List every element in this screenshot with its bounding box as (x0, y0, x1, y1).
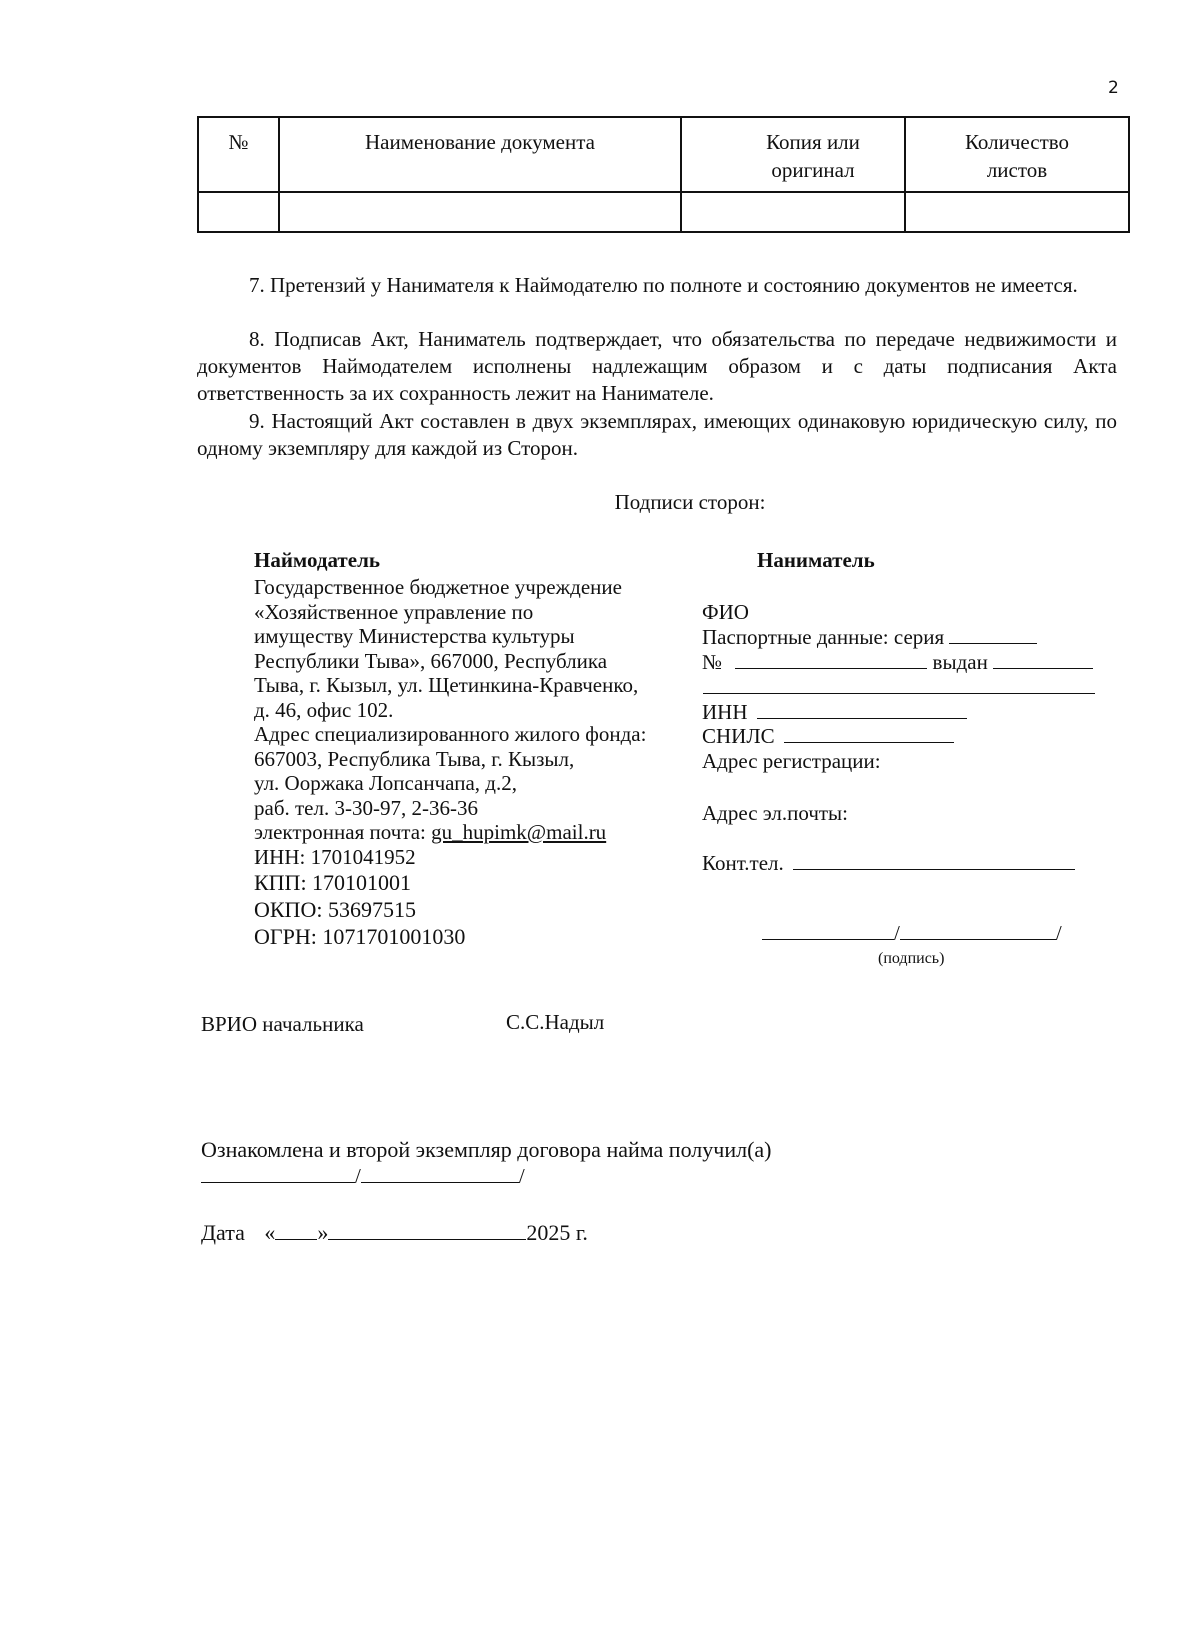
tenant-snils-label: СНИЛС (702, 724, 775, 748)
date-day-blank[interactable] (275, 1221, 317, 1240)
table-header-text: Копия или оригинал (766, 130, 860, 182)
table-header-cell: Наименование документа (279, 117, 681, 192)
signature-caption: (подпись) (878, 950, 945, 967)
landlord-line: «Хозяйственное управление по (254, 599, 534, 624)
passport-number-blank[interactable] (735, 650, 927, 669)
landlord-email-line (254, 820, 674, 845)
landlord-line: Государственное бюджетное учреждение (254, 575, 622, 599)
landlord-line: имуществу Министерства культуры (254, 624, 575, 648)
date-month-blank[interactable] (328, 1221, 526, 1240)
table-header-row (198, 117, 1129, 192)
tenant-inn-label: ИНН (702, 700, 748, 724)
landlord-line: Республики Тыва», 667000, Республика (254, 648, 608, 673)
ack-slash: / (518, 1164, 525, 1188)
table-header-cell (905, 117, 1129, 192)
tenant-email: Адрес эл.почты: (702, 801, 849, 825)
landlord-line: Тыва, г. Кызыл, ул. Щетинкина-Кравченко, (254, 673, 639, 697)
table-cell (198, 192, 279, 232)
date-open-quote: « (264, 1220, 276, 1245)
tenant-phone-line (702, 851, 1075, 876)
landlord-code: КПП: 170101001 (254, 870, 412, 895)
ack-slash: / (355, 1164, 361, 1188)
landlord-code: ОГРН: 1071701001030 (254, 924, 466, 949)
clause-8: 8. Подписав Акт, Наниматель подтверждает, что обязательства по передаче недвижимости и документов Наймодателем исполнены надлежащим образом и с даты подписания Акта ответственность за их сохранность лежит на Нанимателе. (197, 327, 1117, 405)
landlord-line: 667003, Республика Тыва, г. Кызыл, (254, 746, 575, 771)
signature-blank[interactable] (762, 921, 894, 940)
date-label: Дата (201, 1220, 245, 1245)
clause-9: 9. Настоящий Акт составлен в двух экземплярах, имеющих одинаковую юридическую силу, по одному экземпляру для каждой из Сторон. (197, 409, 1117, 460)
tenant-passport-line (702, 625, 1037, 650)
documents-table (197, 116, 1130, 233)
tenant-number-label: № (702, 650, 723, 674)
table-cell (279, 192, 681, 232)
tenant-phone-label: Конт.тел. (702, 851, 784, 875)
passport-series-blank[interactable] (949, 625, 1037, 644)
tenant-issued-label: выдан (932, 650, 988, 674)
tenant-signature-line (762, 921, 1062, 946)
landlord-code: ИНН: 1701041952 (254, 844, 416, 869)
tenant-passport-label: Паспортные данные: серия (702, 625, 945, 649)
table-header-text: Количество листов (964, 130, 1070, 182)
landlord-line: Адрес специализированного жилого фонда: (254, 722, 647, 746)
official-position: ВРИО начальника (201, 1012, 364, 1036)
landlord-code: ОКПО: 53697515 (254, 897, 416, 922)
tenant-heading: Наниматель (757, 548, 875, 572)
date-close-quote: » (317, 1220, 329, 1245)
signature-slash: / (1055, 921, 1062, 945)
signature-name-blank[interactable] (900, 921, 1056, 940)
tenant-inn-line (702, 700, 967, 725)
tenant-inn-blank[interactable] (757, 700, 967, 719)
tenant-phone-blank[interactable] (793, 851, 1075, 870)
tenant-reg-address: Адрес регистрации: (702, 749, 881, 773)
ack-name-blank[interactable] (361, 1164, 519, 1183)
tenant-fio: ФИО (702, 600, 749, 624)
tenant-snils-line (702, 724, 954, 749)
tenant-number-line (702, 650, 1093, 675)
landlord-line: д. 46, офис 102. (254, 697, 394, 722)
landlord-email-link[interactable]: gu_hupimk@mail.ru (431, 820, 607, 844)
landlord-details (254, 575, 674, 950)
landlord-line: ул. Ооржака Лопсанчапа, д.2, (254, 771, 517, 795)
clause-7: 7. Претензий у Нанимателя к Наймодателю по полноте и состоянию документов не имеется. (249, 273, 1078, 297)
passport-issued-blank[interactable] (993, 650, 1093, 669)
acknowledgement-text: Ознакомлена и второй экземпляр договора найма получил(а) (201, 1137, 772, 1162)
tenant-extra-blank[interactable] (703, 693, 1095, 694)
table-header-cell (681, 117, 905, 192)
date-year: 2025 г. (526, 1220, 588, 1245)
date-line (201, 1220, 588, 1246)
tenant-snils-blank[interactable] (784, 724, 954, 743)
landlord-email-label: электронная почта: (254, 820, 426, 844)
landlord-line: раб. тел. 3-30-97, 2-36-36 (254, 795, 478, 820)
page-number: 2 (1108, 78, 1119, 98)
ack-signature-blank[interactable] (201, 1164, 355, 1183)
table-cell (905, 192, 1129, 232)
table-cell (681, 192, 905, 232)
signatures-title: Подписи сторон: (614, 490, 766, 514)
acknowledgement-signature-line (201, 1164, 525, 1189)
table-row (198, 192, 1129, 232)
signature-slash: / (894, 921, 900, 945)
official-name: С.С.Надыл (506, 1010, 605, 1034)
table-header-cell: № (198, 117, 279, 192)
landlord-heading: Наймодатель (254, 548, 380, 572)
